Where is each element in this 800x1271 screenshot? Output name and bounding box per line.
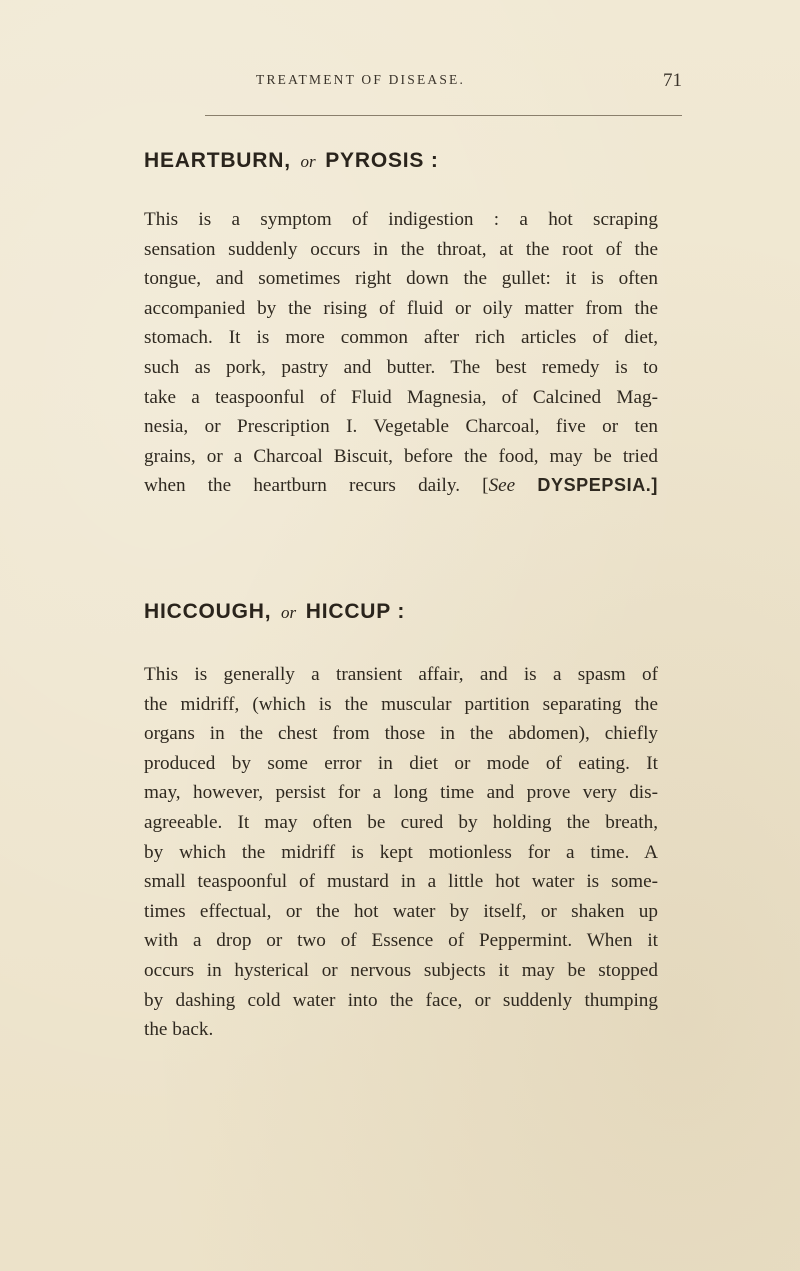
text-line: times effectual, or the hot water by itself, or shaken up [144, 900, 658, 922]
text-line: occurs in hysterical or nervous subjects it may be stopped [144, 959, 658, 981]
heading-main: HICCOUGH, [144, 600, 272, 623]
text-line: organs in the chest from those in the abdomen), chiefly [144, 723, 658, 745]
text-line: accompanied by the rising of fluid or oily matter from the [144, 297, 658, 319]
heading-or: or [300, 152, 316, 171]
page-number: 71 [663, 70, 682, 91]
see-bracket: [ [482, 475, 489, 497]
cross-reference [482, 475, 658, 496]
heading-alt: HICCUP : [305, 600, 406, 623]
running-head [150, 72, 690, 96]
text-line: produced by some error in diet or mode of eating. It [144, 752, 658, 774]
text-line-with-cross-reference [144, 471, 658, 501]
section-heading-hiccough [144, 600, 405, 624]
text-line: by which the midriff is kept motionless for a time. A [144, 841, 658, 863]
text-line: agreeable. It may often be cured by holding the breath, [144, 811, 658, 833]
heading-main: HEARTBURN, [144, 149, 291, 172]
heading-alt: PYROSIS : [325, 149, 439, 172]
text-line: may, however, persist for a long time and prove very dis- [144, 782, 658, 804]
text-line: sensation suddenly occurs in the throat, at the root of the [144, 238, 658, 260]
text-line: by dashing cold water into the face, or suddenly thumping [144, 989, 658, 1011]
header-rule [205, 115, 682, 116]
see-word: See [488, 475, 516, 497]
paragraph-heartburn [144, 205, 658, 501]
running-title: TREATMENT OF DISEASE. [256, 72, 466, 87]
text-line: tongue, and sometimes right down the gullet: it is often [144, 268, 658, 290]
heading-or: or [281, 603, 297, 622]
text-line: with a drop or two of Essence of Peppermint. When it [144, 930, 658, 952]
text-line: stomach. It is more common after rich articles of diet, [144, 327, 658, 349]
last-line-text: when the heartburn recurs daily. [144, 475, 460, 497]
paragraph-hiccough [144, 660, 658, 1045]
text-line: such as pork, pastry and butter. The best remedy is to [144, 356, 658, 378]
text-line: nesia, or Prescription I. Vegetable Charcoal, five or ten [144, 416, 658, 438]
text-line: the back. [144, 1019, 214, 1041]
text-line: This is a symptom of indigestion : a hot scraping [144, 209, 658, 230]
text-line: grains, or a Charcoal Biscuit, before the food, may be tried [144, 445, 658, 467]
text-line: take a teaspoonful of Fluid Magnesia, of Calcined Mag- [144, 386, 658, 408]
text-line: the midriff, (which is the muscular partition separating the [144, 693, 658, 715]
text-line: This is generally a transient affair, and is a spasm of [144, 664, 658, 685]
section-heading-heartburn [144, 149, 439, 173]
text-line: small teaspoonful of mustard in a little hot water is some- [144, 871, 658, 893]
see-target: DYSPEPSIA.] [537, 475, 659, 496]
